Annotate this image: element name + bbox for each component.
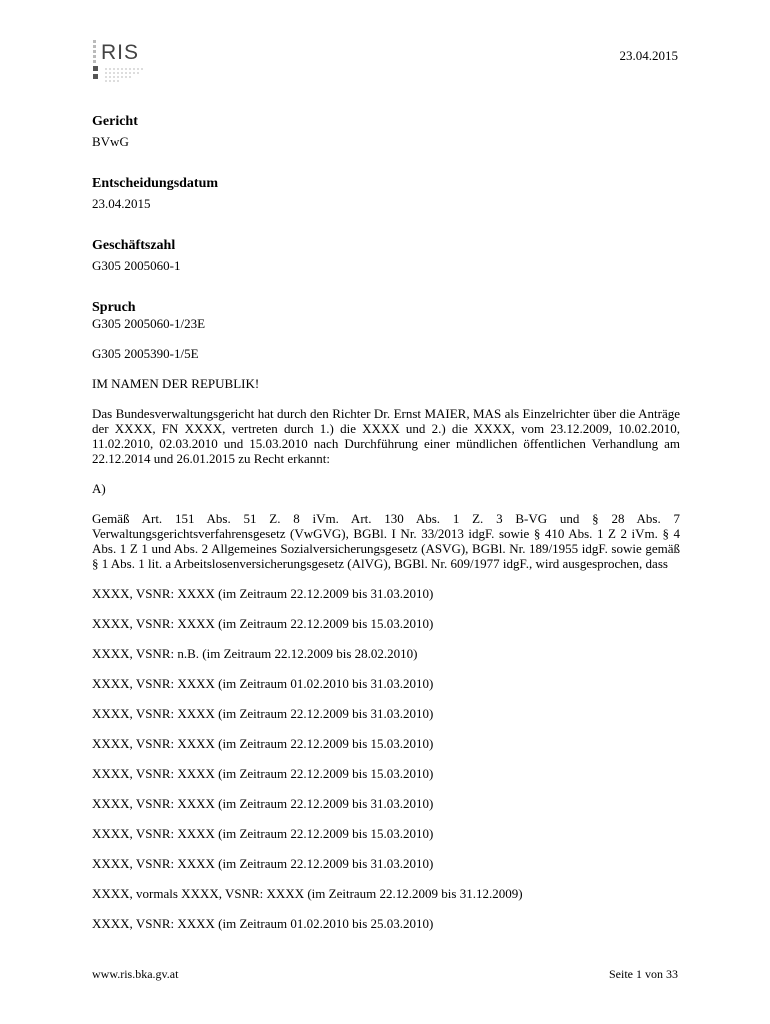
header-date: 23.04.2015	[619, 48, 678, 63]
list-item: XXXX, VSNR: XXXX (im Zeitraum 22.12.2009 bis 31.03.2010)	[92, 856, 434, 871]
list-item: XXXX, vormals XXXX, VSNR: XXXX (im Zeitraum 22.12.2009 bis 31.12.2009)	[92, 886, 523, 901]
list-item: XXXX, VSNR: XXXX (im Zeitraum 22.12.2009 bis 15.03.2010)	[92, 616, 434, 631]
field-entscheidungsdatum	[92, 176, 680, 211]
footer-page-number: Seite 1 von 33	[609, 967, 678, 981]
entscheidungsdatum-value: 23.04.2015	[92, 196, 151, 211]
geschaeftszahl-value: G305 2005060-1	[92, 258, 181, 273]
footer-url[interactable]: www.ris.bka.gv.at	[92, 967, 179, 981]
field-gericht	[92, 114, 680, 149]
entries-list	[92, 586, 680, 931]
spruch-zahl-1: G305 2005060-1/23E	[92, 316, 206, 331]
list-item: XXXX, VSNR: XXXX (im Zeitraum 22.12.2009 bis 15.03.2010)	[92, 766, 434, 781]
gericht-value: BVwG	[92, 134, 129, 149]
spruch-heading: Spruch	[92, 300, 136, 315]
spruch-section	[92, 300, 680, 931]
list-item: XXXX, VSNR: n.B. (im Zeitraum 22.12.2009 bis 28.02.2010)	[92, 646, 418, 661]
im-namen-der-republik: IM NAMEN DER REPUBLIK!	[92, 376, 260, 391]
entscheidungsdatum-heading: Entscheidungsdatum	[92, 176, 219, 191]
gericht-heading: Gericht	[92, 114, 138, 129]
geschaeftszahl-heading: Geschäftszahl	[92, 238, 176, 253]
list-item: XXXX, VSNR: XXXX (im Zeitraum 01.02.2010 bis 31.03.2010)	[92, 676, 434, 691]
section-a-label: A)	[92, 481, 106, 496]
list-item: XXXX, VSNR: XXXX (im Zeitraum 01.02.2010 bis 25.03.2010)	[92, 916, 434, 931]
list-item: XXXX, VSNR: XXXX (im Zeitraum 22.12.2009 bis 31.03.2010)	[92, 706, 434, 721]
field-geschaeftszahl	[92, 238, 680, 273]
list-item: XXXX, VSNR: XXXX (im Zeitraum 22.12.2009 bis 31.03.2010)	[92, 586, 434, 601]
list-item: XXXX, VSNR: XXXX (im Zeitraum 22.12.2009 bis 31.03.2010)	[92, 796, 434, 811]
list-item: XXXX, VSNR: XXXX (im Zeitraum 22.12.2009 bis 15.03.2010)	[92, 826, 434, 841]
ris-logo	[93, 40, 153, 84]
list-item: XXXX, VSNR: XXXX (im Zeitraum 22.12.2009 bis 15.03.2010)	[92, 736, 434, 751]
document-body	[92, 114, 680, 946]
gemaess-paragraph: Gemäß Art. 151 Abs. 51 Z. 8 iVm. Art. 130 Abs. 1 Z. 3 B-VG und § 28 Abs. 7 Verwaltungsgerichtsverfahrensgesetz (VwGVG), BGBl. I Nr. 33/2013 idgF. sowie § 410 Abs. 1 Z 2 iVm. § 4 Abs. 1 Z 1 und Abs. 2 Allgemeines Sozialversicherungsgesetz (ASVG), BGBl. Nr. 189/1955 idgF. sowie gemäß § 1 Abs. 1 lit. a Arbeitslosenversicherungsgesetz (AlVG), BGBl. Nr. 609/1977 idgF., wird ausgesprochen, dass	[92, 511, 680, 571]
spruch-intro: Das Bundesverwaltungsgericht hat durch den Richter Dr. Ernst MAIER, MAS als Einzelrichter über die Anträge der XXXX, FN XXXX, vertreten durch 1.) die XXXX und 2.) die XXXX, vom 23.12.2009, 10.02.2010, 11.02.2010, 02.03.2010 und 15.03.2010 nach Durchführung einer mündlichen öffentlichen Verhandlung am 22.12.2014 und 26.01.2015 zu Recht erkannt:	[92, 406, 680, 466]
spruch-zahl-2: G305 2005390-1/5E	[92, 346, 199, 361]
logo-text: RIS	[101, 41, 140, 64]
